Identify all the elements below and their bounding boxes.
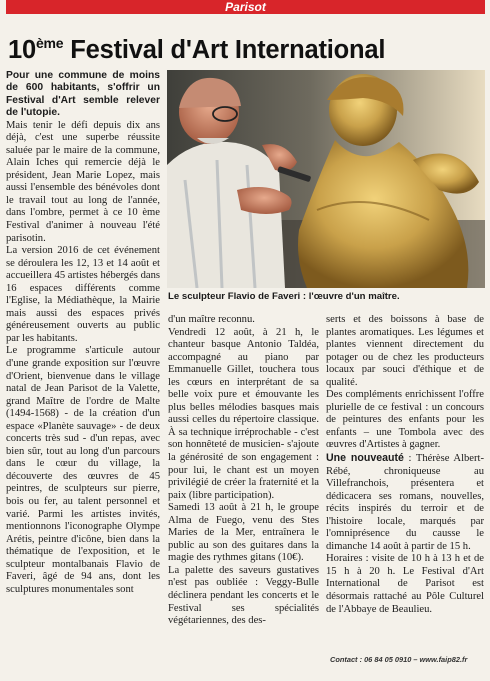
article-paragraph: d'un maître reconnu. xyxy=(168,314,255,325)
article-paragraph xyxy=(326,452,484,553)
article-paragraph: Vendredi 12 août, à 21 h, le chanteur basque Antonio Taldéa, accompagné au piano par Emmanuelle Gillet, touchera tous les cœurs en interprétant de sa belle voix pure et émouvante les plus belles mélodies basques mais aussi celles du répertoire classique. À sa technique irréprochable - c'est son honnêteté de musicien- s'ajoute la générosité de son engagement : pour lui, le chant est un moyen privilégié de créer la fraternité et la paix (libre participation). xyxy=(168,326,319,501)
article-column-2 xyxy=(168,314,319,660)
article-paragraph: La version 2016 de cet événement se déroulera les 12, 13 et 14 août et accueillera 45 artistes hébergés dans 16 espaces différents comme l'Eglise, la Médiathèque, la Mairie mais aussi des espaces privés généreusement ouverts au public par les habitants. xyxy=(6,245,160,344)
article-paragraph: Horaires : visite de 10 h à 13 h et de 15 h à 20 h. Le Festival d'Art International de Parisot est désormais rattaché au Pôle Culturel de l'Abbaye de Beaulieu. xyxy=(326,553,484,615)
title-suffix: ème xyxy=(35,35,64,51)
title-number: 10 xyxy=(8,36,36,64)
sculptor-with-golden-bust-photo-icon xyxy=(167,70,485,288)
article-lead: Pour une commune de moins de 600 habitants, s'offrir un Festival d'Art semble relever de l'utopie. xyxy=(6,70,160,119)
article-column-1 xyxy=(6,70,160,670)
article-paragraph: La palette des saveurs gustatives n'est pas oubliée : Veggy-Bulle déclinera pendant les concerts et le Festival ses spécialités végétariennes, des des- xyxy=(168,564,319,627)
news-kicker: Une nouveauté xyxy=(326,452,404,465)
kicker-text: : Thérèse Albert-Rébé, chroniqueuse au Villefranchois, présentera et dédicacera ses romans, nouvelles, récits inspirés du terroir et de l'histoire locale, marqués par l'omniprésence du causse le dimanche 14 août à partir de 15 h. xyxy=(326,453,484,552)
article-paragraph: Mais tenir le défi depuis dix ans déjà, c'est une superbe réussite saluée par le maire de la commune, Alain Iches qui remercie déjà le président, Jean Marie Lopez, mais aussi l'ensemble des bénévoles dont le travail tout au long de l'année, dans l'ombre, permet à ce 10 ème Festival d'animer à nouveau l'été parisotin. xyxy=(6,119,160,244)
article-paragraph: Des compléments enrichissent l'offre plurielle de ce festival : un concours de peintures des enfants pour les enfants – une Tombola avec des œuvres d'Artistes à gagner. xyxy=(326,389,484,451)
sculptor-photo xyxy=(167,70,485,288)
photo-caption: Le sculpteur Flavio de Faveri : l'œuvre d'un maître. xyxy=(168,291,400,302)
article-paragraph: Le programme s'articule autour d'une grande exposition sur l'œuvre d'Orient, bienvenue dans le village natal de Jean Parisot de la Valette, grand Maître de l'ordre de Malte (1494-1568) - de la création d'un espace «Planète sauvage» - de deux concerts très sud - d'un repas, avec bien sûr, tout au long d'un parcours dans le cœur du village, la découverte des œuvres de 45 peintres, de sculpteurs sur pierre, bois ou fer, au talent personnel et varié. Parmi les artistes invités, mentionnons l'iconographe Olympe Arétis, peintre d'icône, bien dans la thématique de l'exposition, et le sculpteur montalbanais Flavio de Faveri, âgé de 94 ans, dont les sculptures monumentales sont xyxy=(6,345,160,595)
title-rest: Festival d'Art International xyxy=(63,36,386,64)
article-paragraph: serts et des boissons à base de plantes aromatiques. Les légumes et plantes viennent directement du potager ou de chez les producteurs locaux par souci d'éthique et de qualité. xyxy=(326,314,484,388)
contact-line: Contact : 06 84 05 0910 – www.faip82.fr xyxy=(330,655,468,664)
article-column-3 xyxy=(326,314,484,644)
section-banner: Parisot xyxy=(6,0,485,14)
article-paragraph: Samedi 13 août à 21 h, le groupe Alma de Fuego, venu des Stes Maries de la Mer, entraînera le public au son des guitares dans la magie des rythmes gitans (10€). xyxy=(168,502,319,564)
article-title xyxy=(8,22,486,64)
